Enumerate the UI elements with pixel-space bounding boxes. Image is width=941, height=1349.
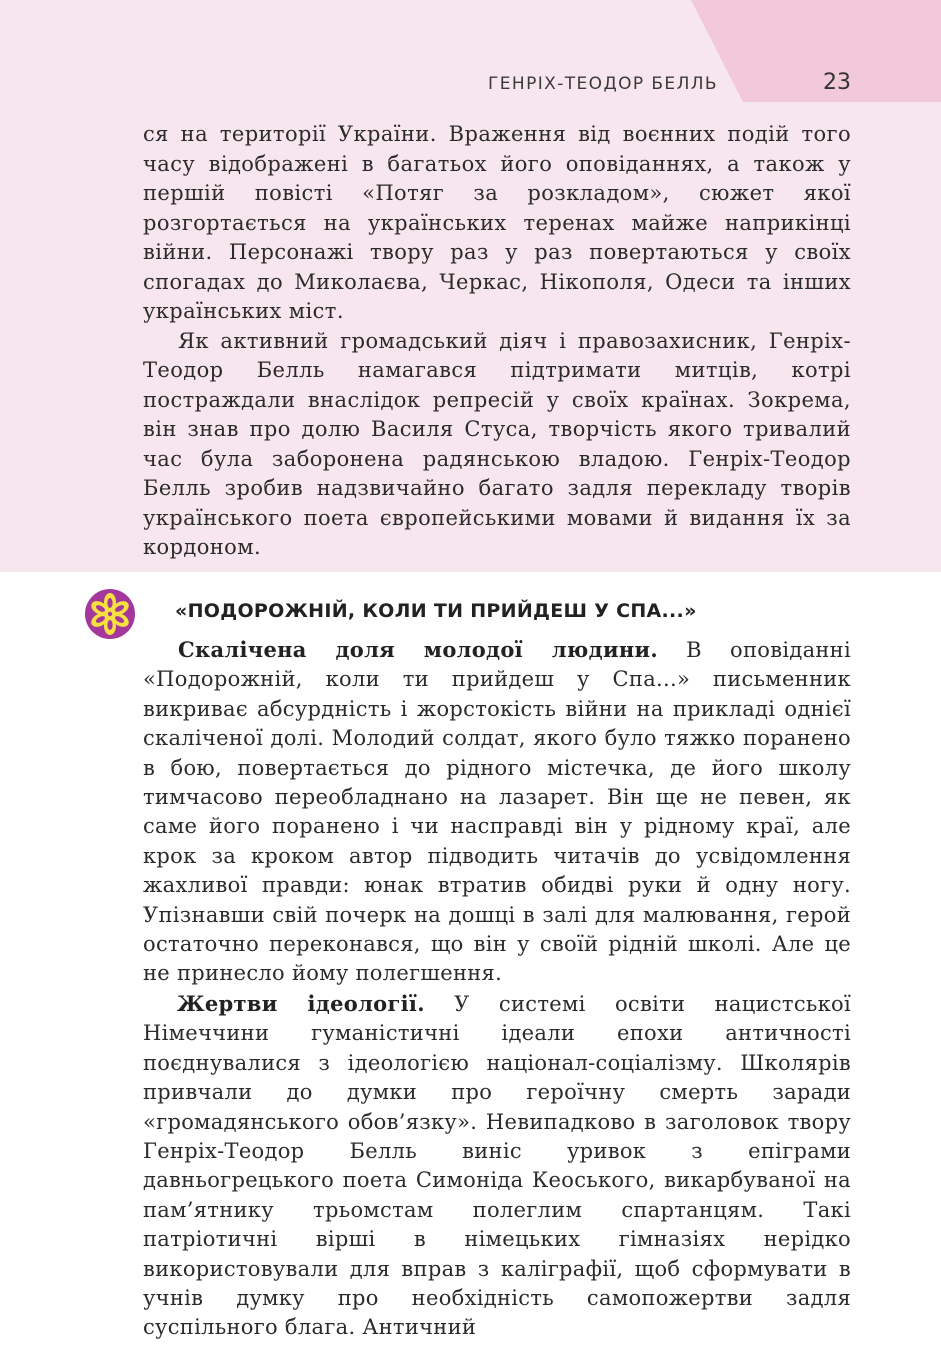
paragraph-lead: Жертви ідеології. <box>177 990 425 1016</box>
paragraph <box>143 635 851 989</box>
flower-ornament-icon <box>84 588 136 640</box>
section-text <box>143 635 851 1343</box>
paragraph <box>143 989 851 1343</box>
paragraph-lead: Скалічена доля молодої людини. <box>178 637 658 662</box>
paragraph: Як активний громадський діяч і правозахисник, Генріх-Теодор Белль намагався підтримати митців, котрі постраждали внаслідок репресій у своїх країнах. Зокрема, він знав про долю Василя Стуса, творчість якого тривалий час була заборонена радянською владою. Генріх-Теодор Белль зробив надзвичайно багато задля перекладу творів українського поета європейськими мовами й видання їх за кордоном. <box>143 328 851 559</box>
running-title: ГЕНРІХ-ТЕОДОР БЕЛЛЬ <box>488 74 718 94</box>
intro-text <box>143 120 851 563</box>
section-heading: «ПОДОРОЖНІЙ, КОЛИ ТИ ПРИЙДЕШ У СПА...» <box>175 600 697 622</box>
page-number: 23 <box>823 70 851 95</box>
paragraph-body: У системі освіти нацистської Німеччини гуманістичні ідеали епохи античності поєднувалися з ідеологією націонал-соціалізму. Школярів привчали до думки про героїчну смерть заради «громадянського обов’язку». Невипадково в заголовок твору Генріх-Теодор Белль виніс уривок з епіграми давньогрецького поета Симоніда Кеоського, викарбуваної на пам’ятнику трьомстам полеглим спартанцям. Такі патріотичні вірші в німецьких гімназіях нерідко використовували для вправ з каліграфії, щоб сформувати в учнів думку про необхідність самопожертви задля суспільного блага. Античний <box>143 991 852 1340</box>
paragraph-body: В оповіданні «Подорожній, коли ти прийдеш у Спа...» письменник викриває абсурдність і жорстокість війни на прикладі однієї скаліченої долі. Молодий солдат, якого було тяжко поранено в бою, повертається до рідного містечка, де його школу тимчасово переобладнано на лазарет. Він ще не певен, як саме його поранено і чи насправді він у рідному краї, але крок за кроком автор підводить читачів до усвідомлення жахливої правди: юнак втратив обидві руки й одну ногу. Упізнавши свій почерк на дошці в залі для малювання, герой остаточно переконався, що він у своїй рідній школі. Але це не принесло йому полегшення. <box>143 638 851 986</box>
paragraph: ся на території України. Враження від воєнних подій того часу відображені в багатьох його оповіданнях, а також у першій повісті «Потяг за розкладом», сюжет якої розгортається на українських теренах майже наприкінці війни. Персонажі твору раз у раз повертаються у своїх спогадах до Миколаєва, Черкас, Нікополя, Одеси та інших українських міст. <box>143 122 851 323</box>
